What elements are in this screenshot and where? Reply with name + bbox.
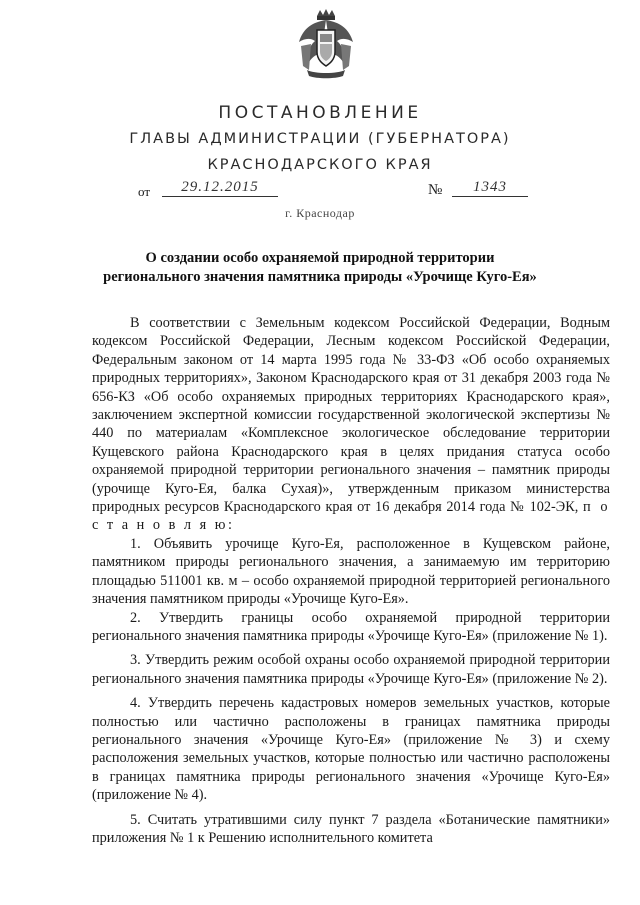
- decree-word: п о с т а н о в л я ю:: [92, 499, 611, 534]
- number-prefix: №: [428, 182, 443, 198]
- title-line-2: регионального значения памятника природы «Урочище Куго-Ея»: [103, 269, 537, 285]
- document-number: 1343: [452, 179, 528, 197]
- document-title: [60, 249, 580, 287]
- document-date: 29.12.2015: [162, 179, 278, 197]
- preamble-text: В соответствии с Земельным кодексом Российской Федерации, Водным кодексом Российской Федерации, Лесным кодексом Российской Федерации, Федеральным законом от 14 марта 1995 года № 33-ФЗ «Об особо охраняемых природных территориях», Законом Краснодарского края от 31 декабря 2003 года № 656-КЗ «Об особо охраняемых природных территориях Краснодарского края», заключением экспертной комиссии государственной экологической экспертизы № 440 по материалам «Комплексное экологическое обследование территории Кущевского района Краснодарского края в целях придания статуса особо охраняемой природной территории регионального значения – памятник природы (урочище Куго-Ея, балка Сухая)», утвержденным приказом министерства природных ресурсов Краснодарского края от 16 декабря 2014 года № 102-ЭК,: [92, 315, 610, 516]
- decree-item-2: 2. Утвердить границы особо охраняемой природной территории регионального значения памятника природы «Урочище Куго-Ея» (приложение № 1).: [92, 609, 610, 644]
- issuer-heading: ГЛАВЫ АДМИНИСТРАЦИИ (ГУБЕРНАТОРА): [129, 131, 511, 147]
- decree-item-3: 3. Утвердить режим особой охраны особо охраняемой природной территории регионального значения памятника природы «Урочище Куго-Ея» (приложение № 2).: [92, 652, 610, 687]
- preamble-paragraph: [92, 314, 610, 535]
- decree-item-5: 5. Считать утратившими силу пункт 7 раздела «Ботанические памятники» приложения № 1 к Решению исполнительного комитета: [92, 811, 610, 846]
- decree-item-1: 1. Объявить урочище Куго-Ея, расположенное в Кущевском районе, памятником природы регионального значения, а занимаемую им территорию площадью 511001 кв. м – особо охраняемой природной территорией регионального значения памятником природы «Урочище Куго-Ея».: [92, 535, 610, 608]
- coat-of-arms-emblem: [295, 8, 357, 80]
- date-prefix: от: [138, 184, 151, 199]
- decree-item-4: 4. Утвердить перечень кадастровых номеров земельных участков, которые полностью или частично расположены в границах памятника природы регионального значения «Урочище Куго-Ея» (приложение № 3) и схему расположения земельных участков, которые полностью или частично расположены в границах памятника природы регионального значения «Урочище Куго-Ея» (приложение № 4).: [92, 695, 610, 804]
- region-heading: КРАСНОДАРСКОГО КРАЯ: [207, 157, 433, 173]
- document-body: [92, 314, 610, 847]
- title-line-1: О создании особо охраняемой природной территории: [145, 250, 495, 266]
- document-type-heading: ПОСТАНОВЛЕНИЕ: [218, 103, 422, 123]
- city-label: г. Краснодар: [285, 206, 355, 220]
